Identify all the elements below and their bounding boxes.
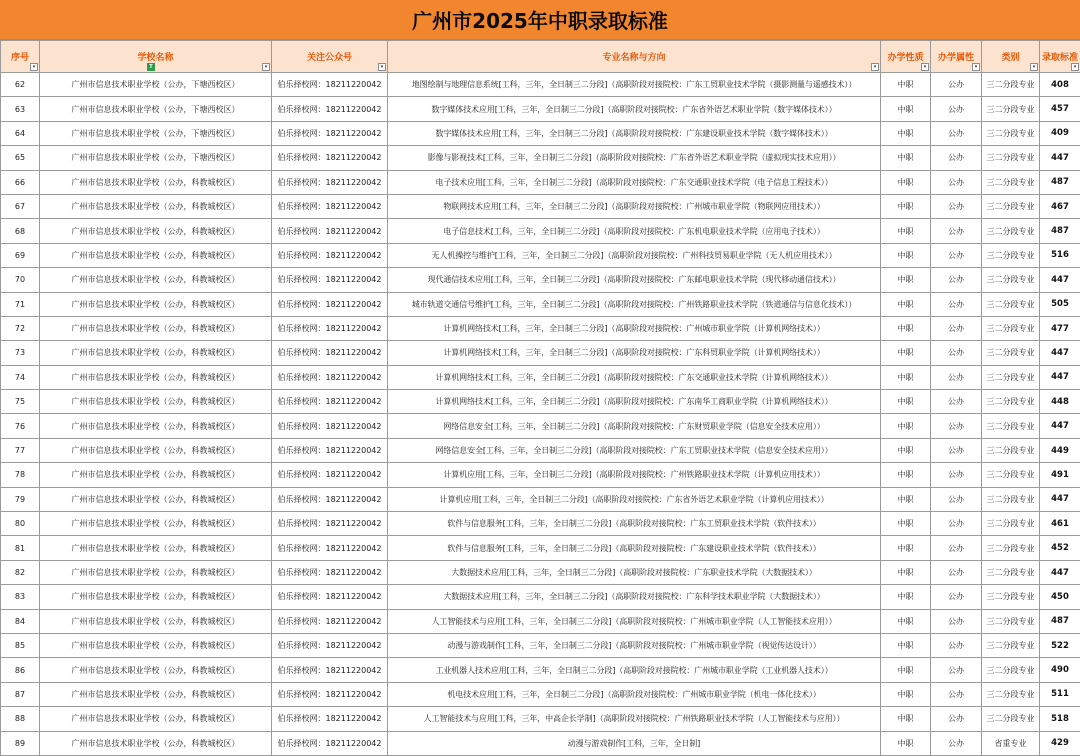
- cell-major[interactable]: 计算机网络技术[工科，三年，全日制三二分段]（高职阶段对接院校：广州城市职业学院（计算机网络技术））: [388, 316, 881, 340]
- cell-nature[interactable]: 中职: [881, 658, 931, 682]
- cell-school[interactable]: 广州市信息技术职业学校（公办，科教城校区）: [40, 438, 272, 462]
- table-row: [1, 414, 1080, 438]
- cell-nature[interactable]: 中职: [881, 194, 931, 218]
- cell-contact[interactable]: 伯乐择校网：18211220042: [272, 219, 388, 243]
- filter-dropdown-icon[interactable]: ▾: [30, 63, 38, 71]
- cell-major[interactable]: 计算机网络技术[工科，三年，全日制三二分段]（高职阶段对接院校：广东南华工商职业学院（计算机网络技术））: [388, 390, 881, 414]
- cell-nature[interactable]: 中职: [881, 292, 931, 316]
- table-row: [1, 463, 1080, 487]
- table-row: [1, 390, 1080, 414]
- cell-attr[interactable]: 公办: [931, 682, 982, 706]
- filter-active-icon[interactable]: T: [147, 63, 155, 71]
- cell-attr[interactable]: 公办: [931, 609, 982, 633]
- cell-contact[interactable]: 伯乐择校网：18211220042: [272, 390, 388, 414]
- cell-score[interactable]: 477: [1040, 316, 1080, 340]
- cell-score[interactable]: 447: [1040, 341, 1080, 365]
- cell-attr[interactable]: 公办: [931, 268, 982, 292]
- table-row: [1, 97, 1080, 121]
- table-body: [1, 73, 1080, 756]
- cell-no[interactable]: 73: [1, 341, 40, 365]
- cell-contact[interactable]: 伯乐择校网：18211220042: [272, 414, 388, 438]
- cell-school[interactable]: 广州市信息技术职业学校（公办，科教城校区）: [40, 487, 272, 511]
- cell-school[interactable]: 广州市信息技术职业学校（公办，下塘西校区）: [40, 146, 272, 170]
- cell-no[interactable]: 67: [1, 194, 40, 218]
- cell-category[interactable]: 三二分段专业: [982, 194, 1040, 218]
- cell-major[interactable]: 计算机应用[工科，三年，全日制三二分段]（高职阶段对接院校：广州铁路职业技术学院（计算机应用技术））: [388, 463, 881, 487]
- cell-major[interactable]: 计算机网络技术[工科，三年，全日制三二分段]（高职阶段对接院校：广东科贸职业学院（计算机网络技术））: [388, 341, 881, 365]
- cell-attr[interactable]: 公办: [931, 316, 982, 340]
- cell-contact[interactable]: 伯乐择校网：18211220042: [272, 487, 388, 511]
- cell-school[interactable]: 广州市信息技术职业学校（公办，科教城校区）: [40, 414, 272, 438]
- cell-no[interactable]: 84: [1, 609, 40, 633]
- cell-nature[interactable]: 中职: [881, 707, 931, 731]
- cell-school[interactable]: 广州市信息技术职业学校（公办，科教城校区）: [40, 390, 272, 414]
- cell-attr[interactable]: 公办: [931, 463, 982, 487]
- cell-attr[interactable]: 公办: [931, 146, 982, 170]
- header-no[interactable]: 序号 ▾: [1, 41, 40, 73]
- sheet-title: 广州市2025年中职录取标准: [0, 0, 1080, 40]
- filter-dropdown-icon[interactable]: ▾: [262, 63, 270, 71]
- cell-nature[interactable]: 中职: [881, 512, 931, 536]
- table-row: [1, 170, 1080, 194]
- header-row: [1, 41, 1080, 73]
- cell-category[interactable]: 三二分段专业: [982, 463, 1040, 487]
- cell-school[interactable]: 广州市信息技术职业学校（公办，科教城校区）: [40, 292, 272, 316]
- cell-no[interactable]: 85: [1, 633, 40, 657]
- cell-score[interactable]: 447: [1040, 365, 1080, 389]
- cell-major[interactable]: 电子信息技术[工科，三年，全日制三二分段]（高职阶段对接院校：广东机电职业技术学院（应用电子技术））: [388, 219, 881, 243]
- cell-nature[interactable]: 中职: [881, 390, 931, 414]
- cell-nature[interactable]: 中职: [881, 438, 931, 462]
- cell-contact[interactable]: 伯乐择校网：18211220042: [272, 97, 388, 121]
- cell-category[interactable]: 三二分段专业: [982, 609, 1040, 633]
- cell-category[interactable]: 三二分段专业: [982, 438, 1040, 462]
- cell-no[interactable]: 66: [1, 170, 40, 194]
- cell-category[interactable]: 三二分段专业: [982, 121, 1040, 145]
- cell-nature[interactable]: 中职: [881, 73, 931, 97]
- cell-attr[interactable]: 公办: [931, 487, 982, 511]
- cell-score[interactable]: 449: [1040, 438, 1080, 462]
- cell-major[interactable]: 人工智能技术与应用[工科，三年，中高企长学制]（高职阶段对接院校：广州铁路职业技术学院（人工智能技术与应用））: [388, 707, 881, 731]
- cell-major[interactable]: 大数据技术应用[工科，三年，全日制三二分段]（高职阶段对接院校：广东科学技术职业学院（大数据技术））: [388, 585, 881, 609]
- cell-nature[interactable]: 中职: [881, 365, 931, 389]
- cell-major[interactable]: 地图绘制与地理信息系统[工科，三年，全日制三二分段]（高职阶段对接院校：广东工贸职业技术学院（摄影测量与遥感技术））: [388, 73, 881, 97]
- cell-contact[interactable]: 伯乐择校网：18211220042: [272, 316, 388, 340]
- cell-major[interactable]: 动漫与游戏制作[工科，三年，全日制三二分段]（高职阶段对接院校：广州城市职业学院（视觉传达设计））: [388, 633, 881, 657]
- table-row: [1, 609, 1080, 633]
- cell-school[interactable]: 广州市信息技术职业学校（公办，科教城校区）: [40, 707, 272, 731]
- table-row: [1, 219, 1080, 243]
- cell-attr[interactable]: 公办: [931, 365, 982, 389]
- cell-no[interactable]: 74: [1, 365, 40, 389]
- cell-score[interactable]: 452: [1040, 536, 1080, 560]
- cell-no[interactable]: 82: [1, 560, 40, 584]
- cell-nature[interactable]: 中职: [881, 633, 931, 657]
- table-row: [1, 585, 1080, 609]
- cell-no[interactable]: 71: [1, 292, 40, 316]
- cell-contact[interactable]: 伯乐择校网：18211220042: [272, 707, 388, 731]
- cell-category[interactable]: 三二分段专业: [982, 316, 1040, 340]
- table-row: [1, 146, 1080, 170]
- cell-score[interactable]: 457: [1040, 97, 1080, 121]
- table-row: [1, 121, 1080, 145]
- cell-attr[interactable]: 公办: [931, 658, 982, 682]
- header-score[interactable]: 录取标准 ▾: [1040, 41, 1080, 73]
- cell-category[interactable]: 三二分段专业: [982, 243, 1040, 267]
- header-major[interactable]: 专业名称与方向 ▾: [388, 41, 881, 73]
- cell-score[interactable]: 461: [1040, 512, 1080, 536]
- cell-category[interactable]: 三二分段专业: [982, 170, 1040, 194]
- cell-score[interactable]: 467: [1040, 194, 1080, 218]
- cell-school[interactable]: 广州市信息技术职业学校（公办，科教城校区）: [40, 463, 272, 487]
- cell-no[interactable]: 75: [1, 390, 40, 414]
- cell-category[interactable]: 三二分段专业: [982, 487, 1040, 511]
- cell-contact[interactable]: 伯乐择校网：18211220042: [272, 73, 388, 97]
- table-row: [1, 707, 1080, 731]
- cell-category[interactable]: 三二分段专业: [982, 390, 1040, 414]
- cell-nature[interactable]: 中职: [881, 536, 931, 560]
- cell-score[interactable]: 447: [1040, 146, 1080, 170]
- cell-major[interactable]: 网络信息安全[工科，三年，全日制三二分段]（高职阶段对接院校：广东工贸职业技术学院（信息安全技术应用））: [388, 438, 881, 462]
- cell-no[interactable]: 77: [1, 438, 40, 462]
- cell-nature[interactable]: 中职: [881, 243, 931, 267]
- cell-category[interactable]: 三二分段专业: [982, 682, 1040, 706]
- table-row: [1, 243, 1080, 267]
- cell-category[interactable]: 三二分段专业: [982, 292, 1040, 316]
- cell-nature[interactable]: 中职: [881, 268, 931, 292]
- table-row: [1, 633, 1080, 657]
- filter-dropdown-icon[interactable]: ▾: [871, 63, 879, 71]
- filter-dropdown-icon[interactable]: ▾: [378, 63, 386, 71]
- cell-major[interactable]: 现代通信技术应用[工科，三年，全日制三二分段]（高职阶段对接院校：广东邮电职业技术学院（现代移动通信技术））: [388, 268, 881, 292]
- cell-nature[interactable]: 中职: [881, 316, 931, 340]
- cell-score[interactable]: 487: [1040, 170, 1080, 194]
- cell-major[interactable]: 计算机网络技术[工科，三年，全日制三二分段]（高职阶段对接院校：广东交通职业技术学院（计算机网络技术））: [388, 365, 881, 389]
- cell-category[interactable]: 省重专业: [982, 731, 1040, 755]
- cell-school[interactable]: 广州市信息技术职业学校（公办，科教城校区）: [40, 536, 272, 560]
- cell-major[interactable]: 数字媒体技术应用[工科，三年，全日制三二分段]（高职阶段对接院校：广东建设职业技术学院（数字媒体技术））: [388, 121, 881, 145]
- table-row: [1, 292, 1080, 316]
- cell-score[interactable]: 447: [1040, 560, 1080, 584]
- cell-score[interactable]: 491: [1040, 463, 1080, 487]
- cell-category[interactable]: 三二分段专业: [982, 268, 1040, 292]
- cell-attr[interactable]: 公办: [931, 243, 982, 267]
- cell-nature[interactable]: 中职: [881, 170, 931, 194]
- cell-score[interactable]: 516: [1040, 243, 1080, 267]
- cell-score[interactable]: 429: [1040, 731, 1080, 755]
- table-row: [1, 365, 1080, 389]
- cell-score[interactable]: 409: [1040, 121, 1080, 145]
- cell-no[interactable]: 76: [1, 414, 40, 438]
- cell-attr[interactable]: 公办: [931, 414, 982, 438]
- cell-score[interactable]: 505: [1040, 292, 1080, 316]
- cell-nature[interactable]: 中职: [881, 731, 931, 755]
- cell-major[interactable]: 人工智能技术与应用[工科，三年，全日制三二分段]（高职阶段对接院校：广州城市职业学院（人工智能技术应用））: [388, 609, 881, 633]
- cell-attr[interactable]: 公办: [931, 390, 982, 414]
- cell-no[interactable]: 68: [1, 219, 40, 243]
- cell-category[interactable]: 三二分段专业: [982, 585, 1040, 609]
- cell-score[interactable]: 447: [1040, 487, 1080, 511]
- table-row: [1, 512, 1080, 536]
- cell-no[interactable]: 88: [1, 707, 40, 731]
- cell-school[interactable]: 广州市信息技术职业学校（公办，科教城校区）: [40, 560, 272, 584]
- cell-attr[interactable]: 公办: [931, 341, 982, 365]
- cell-major[interactable]: 大数据技术应用[工科，三年，全日制三二分段]（高职阶段对接院校：广东职业技术学院（大数据技术））: [388, 560, 881, 584]
- cell-major[interactable]: 影像与影视技术[工科，三年，全日制三二分段]（高职阶段对接院校：广东省外语艺术职业学院（虚拟现实技术应用））: [388, 146, 881, 170]
- cell-score[interactable]: 408: [1040, 73, 1080, 97]
- cell-contact[interactable]: 伯乐择校网：18211220042: [272, 463, 388, 487]
- cell-attr[interactable]: 公办: [931, 560, 982, 584]
- cell-no[interactable]: 81: [1, 536, 40, 560]
- cell-major[interactable]: 动漫与游戏制作[工科，三年，全日制]: [388, 731, 881, 755]
- cell-contact[interactable]: 伯乐择校网：18211220042: [272, 585, 388, 609]
- header-nature[interactable]: 办学性质 ▾: [881, 41, 931, 73]
- header-attr[interactable]: 办学属性 ▾: [931, 41, 982, 73]
- cell-school[interactable]: 广州市信息技术职业学校（公办，下塘西校区）: [40, 121, 272, 145]
- cell-nature[interactable]: 中职: [881, 146, 931, 170]
- cell-contact[interactable]: 伯乐择校网：18211220042: [272, 365, 388, 389]
- cell-attr[interactable]: 公办: [931, 73, 982, 97]
- cell-contact[interactable]: 伯乐择校网：18211220042: [272, 194, 388, 218]
- cell-contact[interactable]: 伯乐择校网：18211220042: [272, 243, 388, 267]
- cell-nature[interactable]: 中职: [881, 463, 931, 487]
- cell-category[interactable]: 三二分段专业: [982, 560, 1040, 584]
- cell-contact[interactable]: 伯乐择校网：18211220042: [272, 512, 388, 536]
- cell-contact[interactable]: 伯乐择校网：18211220042: [272, 658, 388, 682]
- cell-contact[interactable]: 伯乐择校网：18211220042: [272, 121, 388, 145]
- table-row: [1, 316, 1080, 340]
- cell-category[interactable]: 三二分段专业: [982, 707, 1040, 731]
- table-row: [1, 731, 1080, 755]
- cell-contact[interactable]: 伯乐择校网：18211220042: [272, 609, 388, 633]
- cell-nature[interactable]: 中职: [881, 121, 931, 145]
- cell-major[interactable]: 计算机应用[工科，三年，全日制三二分段]（高职阶段对接院校：广东省外语艺术职业学院（计算机应用技术））: [388, 487, 881, 511]
- cell-major[interactable]: 软件与信息服务[工科，三年，全日制三二分段]（高职阶段对接院校：广东建设职业技术学院（软件技术））: [388, 536, 881, 560]
- cell-school[interactable]: 广州市信息技术职业学校（公办，下塘西校区）: [40, 73, 272, 97]
- cell-school[interactable]: 广州市信息技术职业学校（公办，科教城校区）: [40, 316, 272, 340]
- cell-contact[interactable]: 伯乐择校网：18211220042: [272, 633, 388, 657]
- cell-category[interactable]: 三二分段专业: [982, 73, 1040, 97]
- cell-school[interactable]: 广州市信息技术职业学校（公办，科教城校区）: [40, 585, 272, 609]
- cell-no[interactable]: 64: [1, 121, 40, 145]
- cell-school[interactable]: 广州市信息技术职业学校（公办，科教城校区）: [40, 658, 272, 682]
- cell-school[interactable]: 广州市信息技术职业学校（公办，科教城校区）: [40, 609, 272, 633]
- cell-contact[interactable]: 伯乐择校网：18211220042: [272, 146, 388, 170]
- table-row: [1, 194, 1080, 218]
- cell-school[interactable]: 广州市信息技术职业学校（公办，科教城校区）: [40, 219, 272, 243]
- cell-score[interactable]: 447: [1040, 414, 1080, 438]
- cell-category[interactable]: 三二分段专业: [982, 219, 1040, 243]
- cell-school[interactable]: 广州市信息技术职业学校（公办，科教城校区）: [40, 365, 272, 389]
- cell-attr[interactable]: 公办: [931, 219, 982, 243]
- cell-no[interactable]: 86: [1, 658, 40, 682]
- filter-dropdown-icon[interactable]: ▾: [972, 63, 980, 71]
- cell-school[interactable]: 广州市信息技术职业学校（公办，科教城校区）: [40, 243, 272, 267]
- filter-dropdown-icon[interactable]: ▾: [1071, 63, 1079, 71]
- cell-score[interactable]: 487: [1040, 219, 1080, 243]
- cell-score[interactable]: 487: [1040, 609, 1080, 633]
- cell-attr[interactable]: 公办: [931, 194, 982, 218]
- cell-attr[interactable]: 公办: [931, 292, 982, 316]
- cell-category[interactable]: 三二分段专业: [982, 97, 1040, 121]
- cell-nature[interactable]: 中职: [881, 560, 931, 584]
- cell-category[interactable]: 三二分段专业: [982, 365, 1040, 389]
- cell-attr[interactable]: 公办: [931, 536, 982, 560]
- cell-score[interactable]: 522: [1040, 633, 1080, 657]
- table-row: [1, 658, 1080, 682]
- table-row: [1, 341, 1080, 365]
- cell-major[interactable]: 软件与信息服务[工科，三年，全日制三二分段]（高职阶段对接院校：广东工贸职业技术学院（软件技术））: [388, 512, 881, 536]
- cell-no[interactable]: 83: [1, 585, 40, 609]
- cell-score[interactable]: 448: [1040, 390, 1080, 414]
- cell-attr[interactable]: 公办: [931, 633, 982, 657]
- cell-category[interactable]: 三二分段专业: [982, 341, 1040, 365]
- cell-attr[interactable]: 公办: [931, 121, 982, 145]
- cell-no[interactable]: 63: [1, 97, 40, 121]
- table-row: [1, 682, 1080, 706]
- cell-major[interactable]: 城市轨道交通信号维护[工科，三年，全日制三二分段]（高职阶段对接院校：广州铁路职业技术学院（铁道通信与信息化技术））: [388, 292, 881, 316]
- table-row: [1, 560, 1080, 584]
- cell-major[interactable]: 机电技术应用[工科，三年，全日制三二分段]（高职阶段对接院校：广州城市职业学院（机电一体化技术））: [388, 682, 881, 706]
- cell-attr[interactable]: 公办: [931, 512, 982, 536]
- cell-category[interactable]: 三二分段专业: [982, 536, 1040, 560]
- cell-major[interactable]: 无人机操控与维护[工科，三年，全日制三二分段]（高职阶段对接院校：广州科技贸易职业学院（无人机应用技术））: [388, 243, 881, 267]
- cell-no[interactable]: 87: [1, 682, 40, 706]
- cell-contact[interactable]: 伯乐择校网：18211220042: [272, 682, 388, 706]
- cell-score[interactable]: 447: [1040, 268, 1080, 292]
- cell-nature[interactable]: 中职: [881, 682, 931, 706]
- cell-major[interactable]: 数字媒体技术应用[工科，三年，全日制三二分段]（高职阶段对接院校：广东省外语艺术职业学院（数字媒体技术））: [388, 97, 881, 121]
- filter-dropdown-icon[interactable]: ▾: [1030, 63, 1038, 71]
- table-row: [1, 438, 1080, 462]
- cell-major[interactable]: 工业机器人技术应用[工科，三年，全日制三二分段]（高职阶段对接院校：广州城市职业学院（工业机器人技术））: [388, 658, 881, 682]
- cell-attr[interactable]: 公办: [931, 585, 982, 609]
- cell-school[interactable]: 广州市信息技术职业学校（公办，科教城校区）: [40, 731, 272, 755]
- cell-score[interactable]: 511: [1040, 682, 1080, 706]
- header-category[interactable]: 类别 ▾: [982, 41, 1040, 73]
- cell-no[interactable]: 79: [1, 487, 40, 511]
- cell-attr[interactable]: 公办: [931, 170, 982, 194]
- cell-school[interactable]: 广州市信息技术职业学校（公办，科教城校区）: [40, 682, 272, 706]
- cell-no[interactable]: 69: [1, 243, 40, 267]
- cell-contact[interactable]: 伯乐择校网：18211220042: [272, 170, 388, 194]
- cell-contact[interactable]: 伯乐择校网：18211220042: [272, 536, 388, 560]
- cell-no[interactable]: 80: [1, 512, 40, 536]
- cell-contact[interactable]: 伯乐择校网：18211220042: [272, 292, 388, 316]
- cell-school[interactable]: 广州市信息技术职业学校（公办，科教城校区）: [40, 268, 272, 292]
- cell-no[interactable]: 62: [1, 73, 40, 97]
- cell-category[interactable]: 三二分段专业: [982, 512, 1040, 536]
- cell-score[interactable]: 490: [1040, 658, 1080, 682]
- cell-no[interactable]: 70: [1, 268, 40, 292]
- table-row: [1, 268, 1080, 292]
- cell-score[interactable]: 518: [1040, 707, 1080, 731]
- table-row: [1, 487, 1080, 511]
- cell-category[interactable]: 三二分段专业: [982, 658, 1040, 682]
- cell-nature[interactable]: 中职: [881, 341, 931, 365]
- cell-school[interactable]: 广州市信息技术职业学校（公办，科教城校区）: [40, 341, 272, 365]
- cell-no[interactable]: 65: [1, 146, 40, 170]
- cell-category[interactable]: 三二分段专业: [982, 414, 1040, 438]
- admission-table: [0, 40, 1080, 756]
- cell-school[interactable]: 广州市信息技术职业学校（公办，科教城校区）: [40, 512, 272, 536]
- cell-attr[interactable]: 公办: [931, 438, 982, 462]
- cell-nature[interactable]: 中职: [881, 414, 931, 438]
- cell-contact[interactable]: 伯乐择校网：18211220042: [272, 438, 388, 462]
- cell-score[interactable]: 450: [1040, 585, 1080, 609]
- header-contact[interactable]: 关注公众号 ▾: [272, 41, 388, 73]
- cell-nature[interactable]: 中职: [881, 219, 931, 243]
- cell-contact[interactable]: 伯乐择校网：18211220042: [272, 560, 388, 584]
- cell-contact[interactable]: 伯乐择校网：18211220042: [272, 268, 388, 292]
- cell-school[interactable]: 广州市信息技术职业学校（公办，科教城校区）: [40, 170, 272, 194]
- header-school[interactable]: 学校名称 T ▾: [40, 41, 272, 73]
- table-row: [1, 536, 1080, 560]
- cell-contact[interactable]: 伯乐择校网：18211220042: [272, 731, 388, 755]
- cell-major[interactable]: 物联网技术应用[工科，三年，全日制三二分段]（高职阶段对接院校：广州城市职业学院（物联网应用技术））: [388, 194, 881, 218]
- cell-attr[interactable]: 公办: [931, 731, 982, 755]
- cell-contact[interactable]: 伯乐择校网：18211220042: [272, 341, 388, 365]
- cell-nature[interactable]: 中职: [881, 487, 931, 511]
- cell-major[interactable]: 网络信息安全[工科，三年，全日制三二分段]（高职阶段对接院校：广东财贸职业学院（信息安全技术应用））: [388, 414, 881, 438]
- cell-nature[interactable]: 中职: [881, 585, 931, 609]
- cell-major[interactable]: 电子技术应用[工科，三年，全日制三二分段]（高职阶段对接院校：广东交通职业技术学院（电子信息工程技术））: [388, 170, 881, 194]
- cell-attr[interactable]: 公办: [931, 97, 982, 121]
- cell-nature[interactable]: 中职: [881, 609, 931, 633]
- filter-dropdown-icon[interactable]: ▾: [921, 63, 929, 71]
- cell-category[interactable]: 三二分段专业: [982, 146, 1040, 170]
- cell-school[interactable]: 广州市信息技术职业学校（公办，科教城校区）: [40, 633, 272, 657]
- cell-attr[interactable]: 公办: [931, 707, 982, 731]
- cell-no[interactable]: 72: [1, 316, 40, 340]
- cell-no[interactable]: 89: [1, 731, 40, 755]
- cell-school[interactable]: 广州市信息技术职业学校（公办，下塘西校区）: [40, 97, 272, 121]
- cell-category[interactable]: 三二分段专业: [982, 633, 1040, 657]
- table-row: [1, 73, 1080, 97]
- cell-school[interactable]: 广州市信息技术职业学校（公办，科教城校区）: [40, 194, 272, 218]
- cell-no[interactable]: 78: [1, 463, 40, 487]
- cell-nature[interactable]: 中职: [881, 97, 931, 121]
